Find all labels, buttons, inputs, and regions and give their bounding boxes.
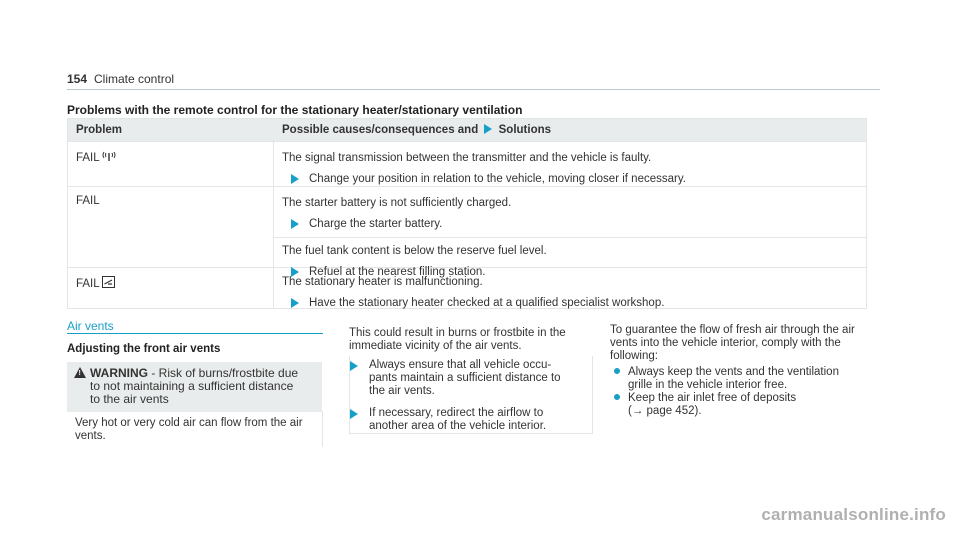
cause-subcell	[274, 237, 866, 279]
solution-text: Change your position in relation to the vehicle, moving closer if necessary.	[309, 173, 686, 185]
warning-line: - Risk of burns/frostbite due	[148, 366, 299, 380]
table-row	[68, 186, 866, 278]
bullet-line: Keep the air inlet free of deposits	[628, 392, 797, 404]
header-problem: Problem	[76, 124, 123, 136]
table-header	[68, 119, 866, 141]
divider	[322, 411, 323, 447]
arrow-right-icon	[484, 124, 492, 134]
section-heading: Air vents	[67, 319, 114, 333]
problem-cell	[68, 187, 274, 267]
warning-box	[67, 362, 322, 412]
body-line: following:	[610, 350, 658, 362]
cause-text: The signal transmission between the transmitter and the vehicle is faulty.	[282, 152, 652, 164]
warning-line: to the air vents	[90, 392, 169, 406]
warning-body	[75, 417, 303, 443]
step-line: pants maintain a sufficient distance to	[369, 372, 561, 384]
arrow-right-icon	[291, 219, 299, 229]
arrow-right-icon	[291, 298, 299, 308]
right-bullets	[614, 366, 839, 418]
cause-cell	[274, 142, 866, 186]
bullet-icon	[614, 394, 620, 400]
bullet-item	[614, 366, 839, 392]
body-line: To guarantee the flow of fresh air through the air	[610, 324, 855, 336]
watermark: carmanualsonline.info	[761, 505, 946, 524]
step-line: Always ensure that all vehicle occu-	[369, 359, 552, 371]
step-line: another area of the vehicle interior.	[369, 420, 547, 432]
body-line: immediate vicinity of the air vents.	[349, 340, 522, 352]
cause-text: The starter battery is not sufficiently charged.	[282, 197, 512, 209]
body-line: This could result in burns or frostbite in the	[349, 327, 566, 339]
air-vents-heading	[67, 320, 114, 334]
problems-table	[67, 118, 867, 309]
cause-text: The fuel tank content is below the reserve fuel level.	[282, 245, 547, 257]
solution-text: Have the stationary heater checked at a qualified specialist workshop.	[309, 297, 665, 309]
problem-text: FAIL	[76, 278, 100, 290]
solution-step	[274, 217, 866, 237]
solution-text: Charge the starter battery.	[309, 218, 443, 230]
warning-line: to not maintaining a sufficient distance	[90, 379, 294, 393]
step-item	[349, 407, 561, 433]
bullet-line: grille in the vehicle interior free.	[628, 379, 788, 391]
problem-text: FAIL	[76, 152, 100, 164]
middle-steps	[349, 359, 561, 433]
header-solutions-label: Solutions	[498, 124, 552, 136]
solution-step	[274, 296, 866, 310]
right-text	[610, 324, 855, 363]
table-row	[68, 141, 866, 186]
arrow-right-icon	[350, 361, 358, 371]
body-line: Very hot or very cold air can flow from the air	[75, 417, 303, 429]
problem-cell	[68, 142, 274, 186]
solution-step	[274, 172, 866, 186]
solution-text: Refuel at the nearest filling station.	[309, 266, 486, 278]
arrow-right-icon	[291, 267, 299, 277]
warning-triangle-icon: !	[74, 367, 86, 378]
page-link[interactable]: (→ page 452).	[628, 405, 702, 417]
body-line: vents into the vehicle interior, comply with the	[610, 337, 841, 349]
header-causes	[274, 119, 866, 141]
header-causes-label: Possible causes/consequences and	[282, 124, 479, 136]
cause-cell	[274, 187, 866, 278]
bullet-line: Always keep the vents and the ventilation	[628, 366, 839, 378]
heater-fault-icon	[102, 276, 115, 288]
page-number: 154	[67, 72, 88, 86]
warning-text	[75, 367, 314, 406]
body-line: vents.	[75, 430, 106, 442]
arrow-right-icon	[291, 174, 299, 184]
problem-cell	[68, 268, 274, 308]
problem-text: FAIL	[76, 195, 100, 207]
step-line: the air vents.	[369, 385, 435, 397]
remote-signal-icon	[102, 150, 116, 162]
arrow-right-icon	[350, 409, 358, 419]
middle-text	[349, 327, 566, 353]
warning-label: WARNING	[90, 366, 148, 380]
cause-text: The stationary heater is malfunctioning.	[282, 276, 483, 288]
bullet-item	[614, 392, 839, 418]
step-item	[349, 359, 561, 398]
solution-step	[274, 265, 866, 279]
table-title: Problems with the remote control for the stationary heater/stationary ventilation	[67, 103, 523, 117]
page-header	[67, 71, 880, 90]
subheading: Adjusting the front air vents	[67, 343, 221, 355]
bullet-icon	[614, 368, 620, 374]
step-line: If necessary, redirect the airflow to	[369, 407, 544, 419]
heading-rule	[67, 333, 323, 334]
section-title: Climate control	[94, 72, 175, 86]
